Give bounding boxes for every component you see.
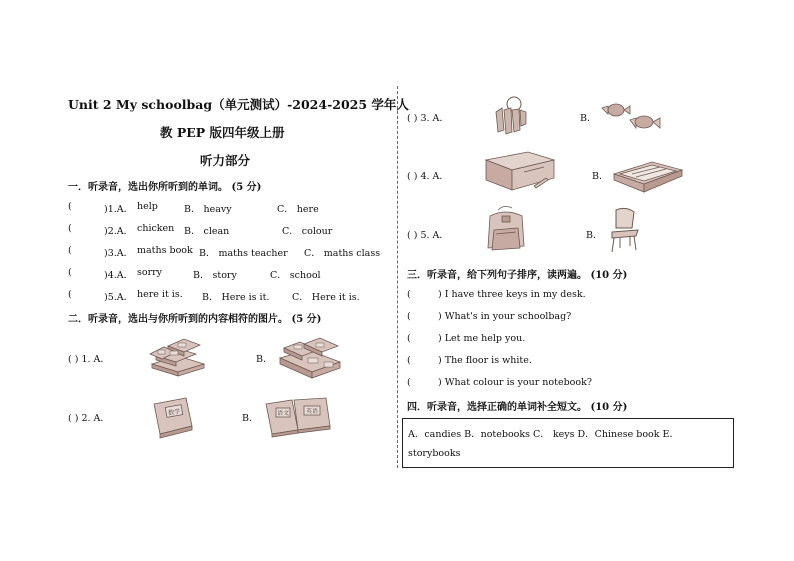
- question-number: ( ) 4. A．: [407, 171, 449, 182]
- books-stack-icon[interactable]: [274, 336, 346, 380]
- section1-heading: 一．听录音，选出你所听到的单词。 (5 分): [68, 182, 262, 193]
- answer-paren[interactable]: (: [407, 377, 411, 388]
- schoolbag-icon[interactable]: [484, 204, 528, 254]
- option-b: B． story: [193, 270, 237, 281]
- section3-heading: 三．听录音，给下列句子排序，读两遍。 (10 分): [407, 270, 628, 281]
- option-b-label: B．: [242, 413, 259, 424]
- option-b-label: B．: [586, 230, 603, 241]
- answer-paren[interactable]: (: [68, 289, 72, 300]
- book-label: 语文: [277, 410, 290, 417]
- answer-paren[interactable]: (: [407, 289, 411, 300]
- option-b: B． heavy: [184, 204, 232, 215]
- question-number: )3.A．: [104, 248, 134, 259]
- column-divider: [397, 86, 398, 468]
- option-a: help: [137, 201, 158, 212]
- question-number: ( ) 2. A．: [68, 413, 110, 424]
- sentence-text: ) The floor is white.: [438, 355, 532, 366]
- section2-heading: 二．听录音，选出与你所听到的内容相符的图片。 (5 分): [68, 314, 322, 325]
- book-label: 数学: [167, 407, 181, 417]
- question-number: )2.A．: [104, 226, 134, 237]
- option-c: C． maths class: [304, 248, 381, 259]
- option-c: C． school: [270, 270, 321, 281]
- question-number: ( ) 1. A．: [68, 354, 110, 365]
- answer-paren[interactable]: (: [68, 245, 72, 256]
- option-b: B． Here is it.: [202, 292, 270, 303]
- option-b-label: B．: [256, 354, 273, 365]
- question-number: ( ) 3. A．: [407, 113, 449, 124]
- pencil-box-closed-icon[interactable]: [484, 150, 556, 196]
- answer-paren[interactable]: (: [407, 355, 411, 366]
- chair-icon[interactable]: [606, 206, 642, 254]
- listening-part-title: 听力部分: [200, 153, 251, 168]
- option-c: C． colour: [282, 226, 333, 237]
- sentence-text: ) What's in your schoolbag?: [438, 311, 572, 322]
- candies-icon[interactable]: [600, 100, 662, 134]
- sentence-text: ) Let me help you.: [438, 333, 526, 344]
- option-a: sorry: [137, 267, 163, 278]
- math-book-icon[interactable]: [150, 396, 196, 438]
- books-stack-icon[interactable]: [148, 334, 208, 374]
- option-b: B． maths teacher: [199, 248, 288, 259]
- document-title-line1: Unit 2 My schoolbag（单元测试）-2024-2025 学年人: [68, 97, 409, 112]
- book-label: 英语: [306, 408, 319, 415]
- question-number: )4.A．: [104, 270, 134, 281]
- option-b-label: B．: [592, 171, 609, 182]
- word-bank-line2: storybooks: [408, 448, 461, 459]
- question-number: )5.A．: [104, 292, 134, 303]
- answer-paren[interactable]: (: [407, 311, 411, 322]
- pencil-box-open-icon[interactable]: [612, 156, 684, 196]
- two-books-icon[interactable]: [262, 394, 336, 440]
- option-c: C． Here it is.: [292, 292, 360, 303]
- option-a: chicken: [137, 223, 175, 234]
- sentence-text: ) What colour is your notebook?: [438, 377, 592, 388]
- answer-paren[interactable]: (: [68, 223, 72, 234]
- document-title-line2: 教 PEP 版四年级上册: [160, 125, 285, 140]
- section4-heading: 四．听录音，选择正确的单词补全短文。 (10 分): [407, 402, 628, 413]
- option-b: B． clean: [184, 226, 230, 237]
- option-a: maths book: [137, 245, 193, 256]
- keys-icon[interactable]: [484, 94, 532, 138]
- question-number: ( ) 5. A．: [407, 230, 449, 241]
- word-bank-line1: A．candies B．notebooks C． keys D．Chinese book E．: [408, 429, 679, 440]
- answer-paren[interactable]: (: [68, 201, 72, 212]
- option-b-label: B．: [580, 113, 597, 124]
- answer-paren[interactable]: (: [68, 267, 72, 278]
- option-c: C． here: [277, 204, 319, 215]
- sentence-text: ) I have three keys in my desk.: [438, 289, 586, 300]
- question-number: )1.A．: [104, 204, 134, 215]
- option-a: here it is.: [137, 289, 183, 300]
- answer-paren[interactable]: (: [407, 333, 411, 344]
